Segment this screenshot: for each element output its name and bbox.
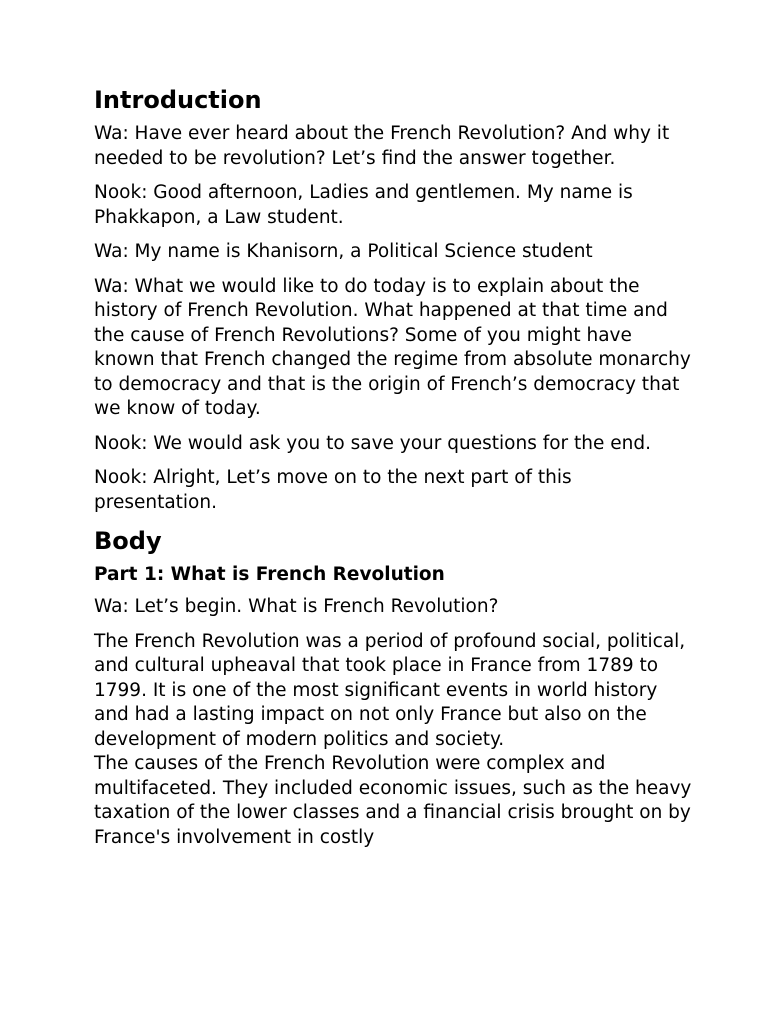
intro-paragraph-1: Wa: Have ever heard about the French Revolution? And why it needed to be revolution? Let’s find the answer together. xyxy=(94,123,670,169)
body-heading: Body xyxy=(94,527,162,555)
intro-paragraph-6: Nook: Alright, Let’s move on to the next part of this presentation. xyxy=(94,467,572,513)
document-page xyxy=(94,84,694,850)
intro-paragraph-3: Wa: My name is Khanisorn, a Political Science student xyxy=(94,241,593,262)
intro-paragraph-2: Nook: Good afternoon, Ladies and gentlemen. My name is Phakkapon, a Law student. xyxy=(94,182,633,228)
introduction-heading: Introduction xyxy=(94,86,262,114)
part1-paragraph-3: The causes of the French Revolution were complex and multifaceted. They included economic issues, such as the heavy taxation of the lower classes and a financial crisis brought on by France's involvement in costly xyxy=(94,753,692,848)
intro-paragraph-4: Wa: What we would like to do today is to explain about the history of French Revolution. What happened at that time and the cause of French Revolutions? Some of you might have known that French changed the regime from absolute monarchy to democracy and that is the origin of French’s democracy that we know of today. xyxy=(94,275,691,419)
part1-paragraph-1: Wa: Let’s begin. What is French Revolution? xyxy=(94,596,499,617)
part1-paragraph-2: The French Revolution was a period of profound social, political, and cultural upheaval that took place in France from 1789 to 1799. It is one of the most significant events in world history and had a lasting impact on not only France but also on the development of modern politics and society. xyxy=(94,630,686,750)
part1-heading: Part 1: What is French Revolution xyxy=(94,564,445,585)
intro-paragraph-5: Nook: We would ask you to save your questions for the end. xyxy=(94,432,652,454)
